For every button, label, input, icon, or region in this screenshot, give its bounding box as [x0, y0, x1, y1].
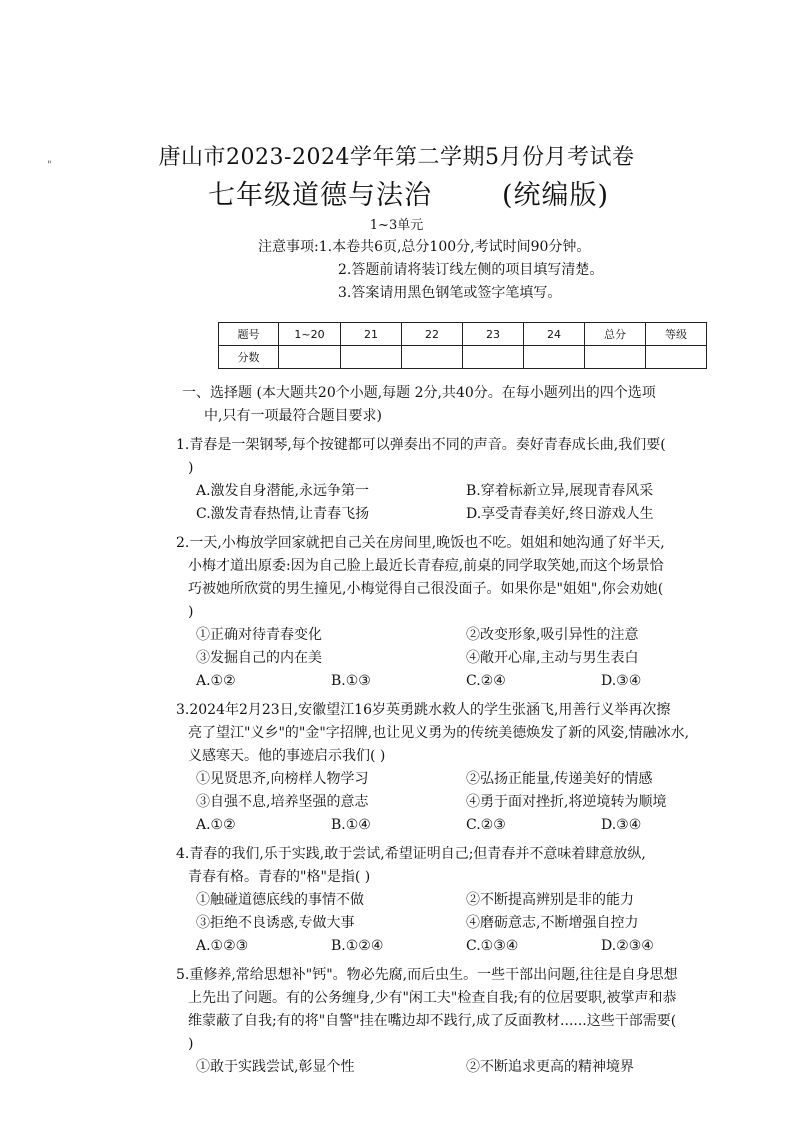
question-stem-line: 上先出了问题。有的公务缠身,少有"闲工夫"检查自我;有的位居要职,被掌声和恭 — [188, 990, 677, 1006]
score-cell[interactable] — [585, 346, 646, 369]
answer-option: ②不断追求更高的精神境界 — [466, 1059, 634, 1075]
question-stem-line: 亮了望江"义乡"的"金"字招牌,也让见义勇为的传统美德焕发了新的风姿,情融冰水, — [188, 725, 690, 741]
answer-option: ④磨砺意志,不断增强自控力 — [466, 915, 639, 931]
answer-option: ③拒绝不良诱惑,专做大事 — [196, 915, 355, 931]
question-stem-line: 4.青春的我们,乐于实践,敢于尝试,希望证明自己;但青春并不意味着肆意放纵, — [176, 846, 646, 862]
question-item — [176, 964, 736, 1079]
answer-option: ①敢于实践尝试,彰显个性 — [196, 1059, 355, 1075]
option-row — [176, 624, 736, 647]
option-row — [176, 768, 736, 791]
choice-option: A.①② — [196, 817, 236, 833]
option-row — [176, 480, 736, 503]
score-table-header: 22 — [402, 323, 463, 346]
choice-option: D.③④ — [601, 817, 642, 833]
score-row-label: 分数 — [219, 346, 279, 369]
answer-option: C.激发青春热情,让青春飞扬 — [196, 506, 370, 522]
exam-title: 唐山市2023-2024学年第二学期5月份月考试卷 — [158, 145, 635, 170]
option-row — [176, 647, 736, 670]
question-stem-line: 维蒙蔽了自我;有的将"自警"挂在嘴边却不践行,成了反面教材......这些干部需要( — [188, 1013, 677, 1029]
choice-row — [176, 670, 736, 693]
question-content — [176, 382, 736, 1079]
answer-option: ①触碰道德底线的事情不做 — [196, 892, 364, 908]
note-line: 3.答案请用黑色钢笔或签字笔填写。 — [338, 285, 562, 301]
answer-option: ③发掘自己的内在美 — [196, 650, 322, 666]
question-stem-line: 小梅才道出原委:因为自己脸上最近长青春痘,前桌的同学取笑她,而这个场景恰 — [188, 558, 664, 574]
question-stem-line: ) — [188, 604, 194, 620]
score-cell[interactable] — [279, 346, 341, 369]
question-stem-line: 青春有格。青春的"格"是指( ) — [188, 869, 371, 885]
note-line: 2.答题前请将装订线左侧的项目填写清楚。 — [338, 262, 604, 278]
answer-option: D.享受青春美好,终日游戏人生 — [466, 506, 654, 522]
answer-option: ①正确对待青春变化 — [196, 627, 322, 643]
choice-option: C.②④ — [466, 673, 506, 689]
answer-option: ②不断提高辨别是非的能力 — [466, 892, 634, 908]
score-table-header: 24 — [524, 323, 585, 346]
option-row — [176, 1056, 736, 1079]
choice-option: D.③④ — [601, 673, 642, 689]
choice-option: D.②③④ — [601, 938, 654, 954]
answer-option: ①见贤思齐,向榜样人物学习 — [196, 771, 369, 787]
choice-option: B.①④ — [331, 817, 371, 833]
question-stem-line: 义感寒天。他的事迹启示我们( ) — [188, 748, 386, 764]
answer-option: ②弘扬正能量,传递美好的情感 — [466, 771, 653, 787]
score-cell[interactable] — [402, 346, 463, 369]
score-cell[interactable] — [524, 346, 585, 369]
option-row — [176, 912, 736, 935]
question-stem-line: 1.青春是一架钢琴,每个按键都可以弹奏出不同的声音。奏好青春成长曲,我们要( — [176, 437, 666, 453]
score-table-header: 23 — [463, 323, 524, 346]
question-stem-line: ) — [188, 1036, 194, 1052]
score-table-header: 题号 — [219, 323, 279, 346]
question-stem-line: 2.一天,小梅放学回家就把自己关在房间里,晚饭也不吃。姐姐和她沟通了好半天, — [176, 535, 665, 551]
note-line: 注意事项:1.本卷共6页,总分100分,考试时间90分钟。 — [258, 239, 591, 255]
question-stem-line: 巧被她所欣赏的男生撞见,小梅觉得自己很没面子。如果你是"姐姐",你会劝她( — [188, 581, 664, 597]
answer-option: ③自强不息,培养坚强的意志 — [196, 794, 369, 810]
choice-option: B.①③ — [331, 673, 371, 689]
score-table — [218, 322, 707, 369]
choice-option: A.①② — [196, 673, 236, 689]
margin-mark: " — [47, 160, 52, 171]
answer-option: ②改变形象,吸引异性的注意 — [466, 627, 639, 643]
score-cell[interactable] — [341, 346, 402, 369]
question-item — [176, 843, 736, 958]
choice-option: C.②③ — [466, 817, 506, 833]
choice-option: B.①②④ — [331, 938, 384, 954]
edition-label: (统编版) — [501, 180, 610, 211]
score-table-header-row — [219, 323, 707, 346]
question-item — [176, 699, 736, 837]
option-row — [176, 791, 736, 814]
choice-option: A.①②③ — [196, 938, 249, 954]
score-table-row — [219, 346, 707, 369]
exam-notes — [258, 236, 603, 305]
score-cell[interactable] — [463, 346, 524, 369]
question-list — [176, 434, 736, 1079]
answer-option: A.激发自身潜能,永远争第一 — [196, 483, 370, 499]
option-row — [176, 889, 736, 912]
question-item — [176, 532, 736, 693]
choice-row — [176, 935, 736, 958]
question-stem-line: ) — [188, 460, 194, 476]
section-heading — [176, 382, 736, 428]
question-item — [176, 434, 736, 526]
section-line: 一、选择题 (本大题共20个小题,每题 2分,共40分。在每小题列出的四个选项 — [182, 385, 656, 401]
choice-row — [176, 814, 736, 837]
question-stem-line: 5.重修养,常给思想补"钙"。物必先腐,而后虫生。一些干部出问题,往往是自身思想 — [176, 967, 678, 983]
choice-option: C.①③④ — [466, 938, 519, 954]
subject-name: 七年级道德与法治 — [207, 180, 432, 211]
score-table-header: 总分 — [585, 323, 646, 346]
answer-option: ④敞开心扉,主动与男生表白 — [466, 650, 639, 666]
question-stem-line: 3.2024年2月23日,安徽望江16岁英勇跳水救人的学生张涵飞,用善行义举再次擦 — [176, 702, 671, 718]
answer-option: ④勇于面对挫折,将逆境转为顺境 — [466, 794, 667, 810]
answer-option: B.穿着标新立异,展现青春风采 — [466, 483, 654, 499]
unit-range: 1~3单元 — [369, 218, 424, 233]
section-line: 中,只有一项最符合题目要求) — [204, 408, 382, 424]
exam-subtitle — [12, 173, 793, 212]
score-cell[interactable] — [646, 346, 707, 369]
score-table-header: 1~20 — [279, 323, 341, 346]
score-table-header: 等级 — [646, 323, 707, 346]
score-table-header: 21 — [341, 323, 402, 346]
option-row — [176, 503, 736, 526]
